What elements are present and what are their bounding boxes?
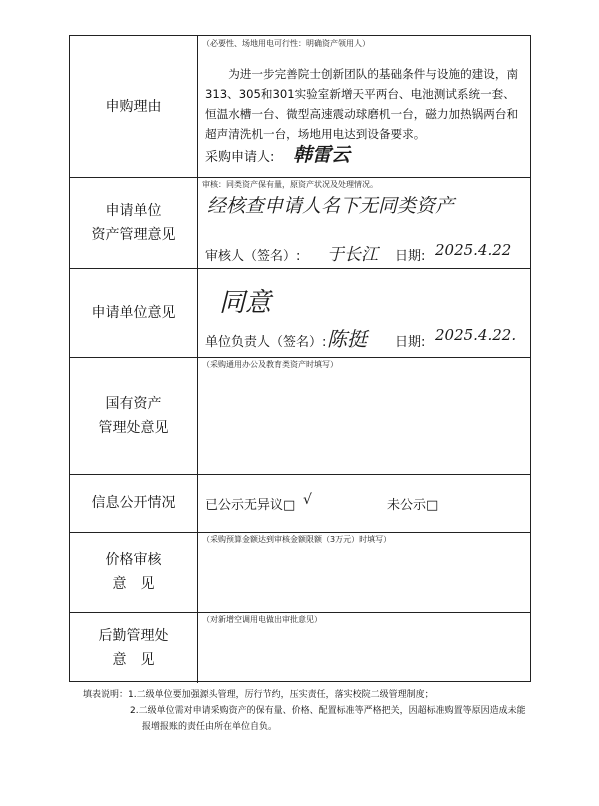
reviewer-date-label: 日期: bbox=[395, 249, 426, 264]
label-text: 资产管理意见 bbox=[91, 226, 176, 243]
check-mark-icon: √ bbox=[303, 492, 312, 508]
row-price-review bbox=[70, 532, 530, 613]
label-text: 申购理由 bbox=[105, 98, 162, 115]
row-logistics bbox=[70, 612, 530, 683]
disclosure-option-unpublished: 未公示□ bbox=[387, 498, 439, 513]
note-line-3: 报增报账的责任由所在单位自负。 bbox=[142, 722, 278, 732]
asset-management-cell bbox=[197, 177, 530, 268]
label-disclosure bbox=[70, 474, 198, 532]
label-text: 管理处意见 bbox=[98, 419, 169, 436]
disclosure-cell bbox=[197, 474, 530, 532]
note-line-2: 2.二级单位需对申请采购资产的保有量、价格、配置标准等严格把关，因超标准购置等原因造成未能 bbox=[130, 706, 526, 716]
state-asset-cell bbox=[197, 357, 530, 474]
row-asset-management bbox=[70, 177, 530, 269]
purchase-reason-hint: （必要性、场地用电可行性：明确资产领用人） bbox=[202, 39, 370, 48]
label-text: 意 见 bbox=[112, 651, 155, 668]
disclosure-option-published: 已公示无异议□ bbox=[205, 498, 296, 513]
unit-head-label: 单位负责人（签名）: bbox=[205, 335, 327, 350]
application-form bbox=[69, 35, 531, 682]
state-asset-hint: （采购通用办公及教育类资产时填写） bbox=[202, 360, 338, 369]
price-review-hint: （采购预算金额达到审核金额限额（3万元）时填写） bbox=[202, 535, 392, 544]
label-text: 后勤管理处 bbox=[98, 627, 169, 644]
unit-opinion-handwritten: 同意 bbox=[219, 288, 272, 318]
label-logistics bbox=[70, 612, 198, 683]
form-notes bbox=[83, 687, 526, 735]
price-review-cell bbox=[197, 532, 530, 612]
unit-opinion-cell bbox=[197, 268, 530, 357]
asset-opinion-handwritten: 经核查申请人名下无同类资产 bbox=[207, 195, 455, 217]
label-text: 申请单位意见 bbox=[91, 304, 176, 321]
applicant-signature: 韩雷云 bbox=[293, 144, 351, 166]
label-text: 申请单位 bbox=[105, 202, 162, 219]
note-line-1: 填表说明：1.二级单位要加强源头管理，厉行节约，压实责任，落实校院二级管理制度； bbox=[83, 690, 434, 700]
reviewer-date: 2025.4.22 bbox=[435, 241, 512, 259]
label-purchase-reason bbox=[70, 36, 198, 177]
applicant-label: 采购申请人: bbox=[205, 150, 275, 165]
label-text: 国有资产 bbox=[105, 395, 162, 412]
row-unit-opinion bbox=[70, 268, 530, 358]
logistics-cell bbox=[197, 612, 530, 683]
label-unit-opinion bbox=[70, 268, 198, 357]
unit-date-label: 日期: bbox=[395, 335, 426, 350]
label-text: 意 见 bbox=[112, 576, 155, 592]
reviewer-label: 审核人（签名）: bbox=[205, 249, 301, 264]
purchase-reason-cell bbox=[197, 36, 530, 177]
logistics-hint: （对新增空调用电做出审批意见） bbox=[202, 615, 322, 624]
label-text: 信息公开情况 bbox=[91, 495, 176, 511]
purchase-reason-text: 为进一步完善院士创新团队的基础条件与设施的建设，南313、305和301实验室新增天平两台、电池测试系统一套、恒温水槽一台、微型高速震动球磨机一台，磁力加热锅两台和超声清洗机一台，场地用电达到设备要求。 bbox=[205, 67, 519, 141]
label-price-review bbox=[70, 532, 198, 612]
unit-head-signature: 陈挺 bbox=[327, 327, 367, 351]
row-disclosure bbox=[70, 474, 530, 533]
row-state-asset bbox=[70, 357, 530, 475]
reviewer-signature: 于长江 bbox=[327, 245, 378, 265]
asset-management-hint: 审核：同类资产保有量，原资产状况及处理情况。 bbox=[202, 180, 378, 189]
unit-date: 2025.4.22. bbox=[435, 326, 517, 344]
label-state-asset bbox=[70, 357, 198, 474]
row-purchase-reason bbox=[70, 36, 530, 178]
label-asset-management bbox=[70, 177, 198, 268]
label-text: 价格审核 bbox=[105, 552, 162, 568]
